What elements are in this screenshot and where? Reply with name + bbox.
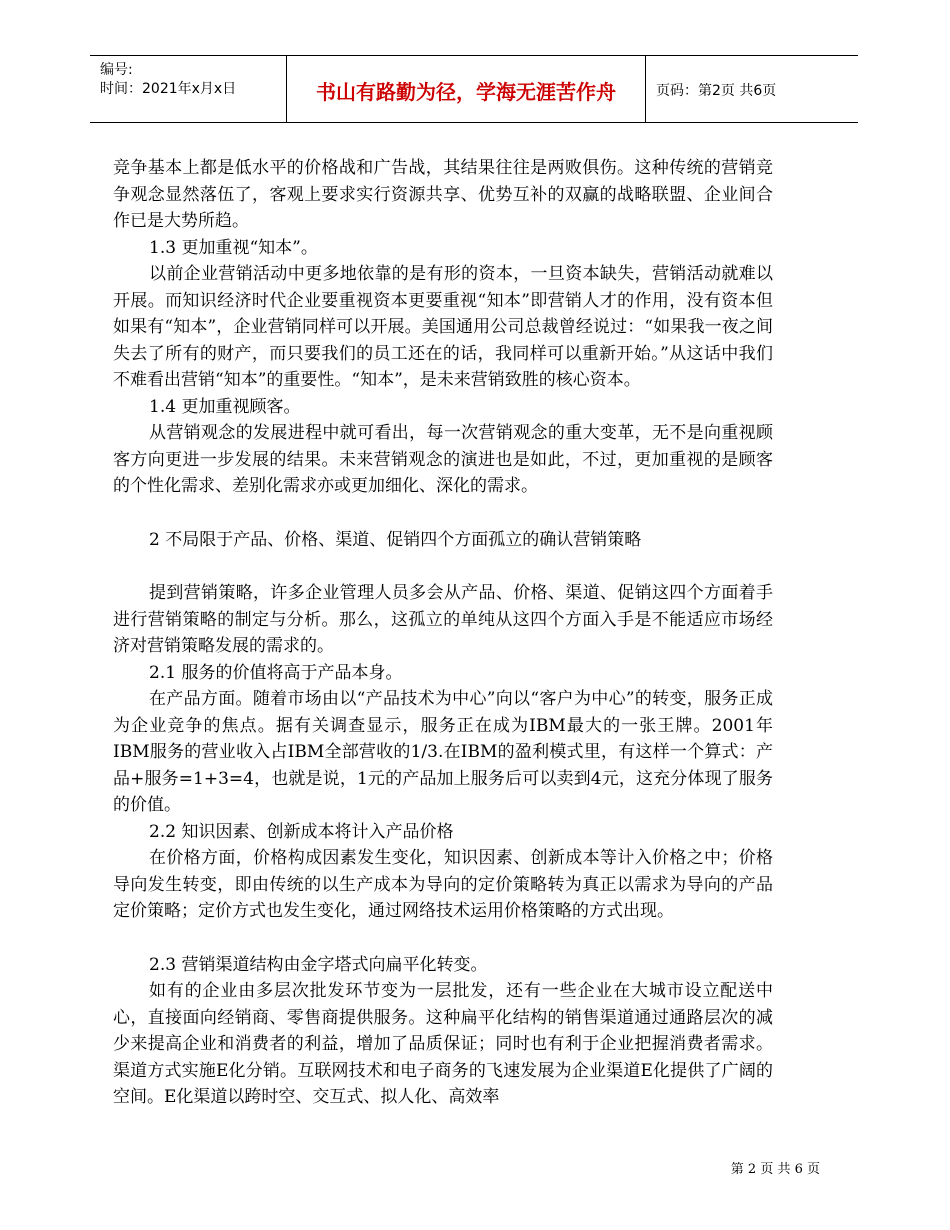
header-motto-cell [287, 56, 646, 122]
section-heading-2-3: 2.3 营销渠道结构由金字塔式向扁平化转变。 [149, 954, 488, 975]
paragraph: 如有的企业由多层次批发环节变为一层批发，还有一些企业在大城市设立配送中心，直接面向经销商、零售商提供服务。这种扁平化结构的销售渠道通过通路层次的减少来提高企业和消费者的利益，增加了品质保证；同时也有利于企业把握消费者需求。渠道方式实施E化分销。互联网技术和电子商务的飞速发展为企业渠道E化提供了广阔的空间。E化渠道以跨时空、交互式、拟人化、高效率 [113, 981, 773, 1107]
paragraph: 以前企业营销活动中更多地依靠的是有形的资本，一旦资本缺失，营销活动就难以开展。而知识经济时代企业要重视资本更要重视“知本”即营销人才的作用，没有资本但如果有“知本”，企业营销同样可以开展。美国通用公司总裁曾经说过：“如果我一夜之间失去了所有的财产，而只要我们的员工还在的话，我同样可以重新开始。”从这话中我们不难看出营销“知本”的重要性。“知本”，是未来营销致胜的核心资本。 [113, 264, 773, 390]
page-header [90, 55, 858, 123]
paragraph: 从营销观念的发展进程中就可看出，每一次营销观念的重大变革，无不是向重视顾客方向更进一步发展的结果。未来营销观念的演进也是如此，不过，更加重视的是顾客的个性化需求、差别化需求亦或更加细化、深化的需求。 [113, 423, 773, 496]
spacer [113, 925, 773, 952]
header-time-label: 时间：2021年x月x日 [100, 81, 237, 97]
header-page-info: 页码：第2页 共6页 [656, 83, 777, 99]
page-footer: 第 2 页 共 6 页 [730, 1162, 820, 1177]
section-heading-2-1: 2.1 服务的价值将高于产品本身。 [149, 662, 403, 683]
section-heading-1-4: 1.4 更加重视顾客。 [149, 396, 301, 417]
paragraph: 在价格方面，价格构成因素发生变化，知识因素、创新成本等计入价格之中；价格导向发生转变，即由传统的以生产成本为导向的定价策略转为真正以需求为导向的产品定价策略；定价方式也发生变化，通过网络技术运用价格策略的方式出现。 [113, 848, 773, 921]
section-heading-2-2: 2.2 知识因素、创新成本将计入产品价格 [149, 821, 454, 842]
header-page-cell [646, 56, 858, 122]
paragraph: 在产品方面。随着市场由以“产品技术为中心”向以“客户为中心”的转变，服务正成为企业竞争的焦点。据有关调查显示，服务正在成为IBM最大的一张王牌。2001年IBM服务的营业收入占IBM全部营收的1/3.在IBM的盈利模式里，有这样一个算式：产品+服务=1+3=4，也就是说，1元的产品加上服务后可以卖到4元，这充分体现了服务的价值。 [113, 689, 773, 815]
header-left-cell [90, 56, 287, 122]
section-heading-2: 2 不局限于产品、价格、渠道、促销四个方面孤立的确认营销策略 [149, 529, 642, 550]
spacer [113, 500, 773, 527]
document-body [113, 155, 773, 1111]
header-number-label: 编号: [100, 62, 133, 78]
paragraph: 提到营销策略，许多企业管理人员多会从产品、价格、渠道、促销这四个方面着手进行营销策略的制定与分析。那么，这孤立的单纯从这四个方面入手是不能适应市场经济对营销策略发展的需求的。 [113, 583, 773, 656]
paragraph: 竞争基本上都是低水平的价格战和广告战，其结果往往是两败俱伤。这种传统的营销竞争观念显然落伍了，客观上要求实行资源共享、优势互补的双赢的战略联盟、企业间合作已是大势所趋。 [113, 158, 773, 231]
header-motto: 书山有路勤为径，学海无涯苦作舟 [316, 80, 616, 104]
section-heading-1-3: 1.3 更加重视“知本”。 [149, 237, 318, 258]
spacer [113, 553, 773, 580]
